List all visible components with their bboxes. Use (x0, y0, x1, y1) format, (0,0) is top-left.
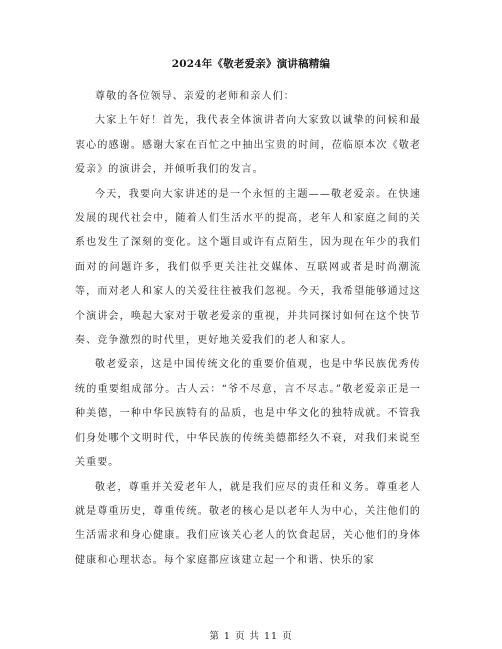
body-paragraph: 大家上午好！首先，我代表全体演讲者向大家致以诚挚的问候和最衷心的感谢。感谢大家在百忙之中抽出宝贵的时间，莅临原本次《敬老爱亲》的演讲会，并倾听我们的发言。 (75, 115, 421, 176)
document-title: 2024年《敬老爱亲》演讲稿精编 (171, 58, 331, 70)
document-body (75, 85, 421, 573)
page-number-footer: 第 1 页 共 11 页 (209, 631, 293, 642)
salutation-paragraph: 尊敬的各位领导、亲爱的老师和亲人们： (95, 91, 295, 102)
body-paragraph: 敬老，尊重并关爱老年人，就是我们应尽的责任和义务。尊重老人就是尊重历史，尊重传统。敬老的核心是以老年人为中心，关注他们的生活需求和身心健康。我们应该关心老人的饮食起居，关心他们的身体健康和心理状态。每个家庭都应该建立起一个和谐、快乐的家 (75, 481, 421, 566)
body-paragraph: 敬老爱亲，这是中国传统文化的重要价值观，也是中华民族优秀传统的重要组成部分。古人云：“爷不尽意，言不尽志。”敬老爱亲正是一种美德，一种中华民族特有的品质，也是中华文化的独特成就。不管我们身处哪个文明时代，中华民族的传统美德都经久不衰，对我们来说至关重要。 (75, 359, 421, 469)
body-paragraph: 今天，我要向大家讲述的是一个永恒的主题——敬老爱亲。在快速发展的现代社会中，随着人们生活水平的提高，老年人和家庭之间的关系也发生了深刻的变化。这个题目或许有点陌生，因为现在年少的我们面对的问题许多，我们似乎更关注社交媒体、互联网或者是时尚潮流等，而对老人和家人的关爱往往被我们忽视。今天，我希望能够通过这个演讲会，唤起大家对于敬老爱亲的重视，并共同探讨如何在这个快节奏、竞争激烈的时代里，更好地关爱我们的老人和家人。 (75, 188, 421, 347)
